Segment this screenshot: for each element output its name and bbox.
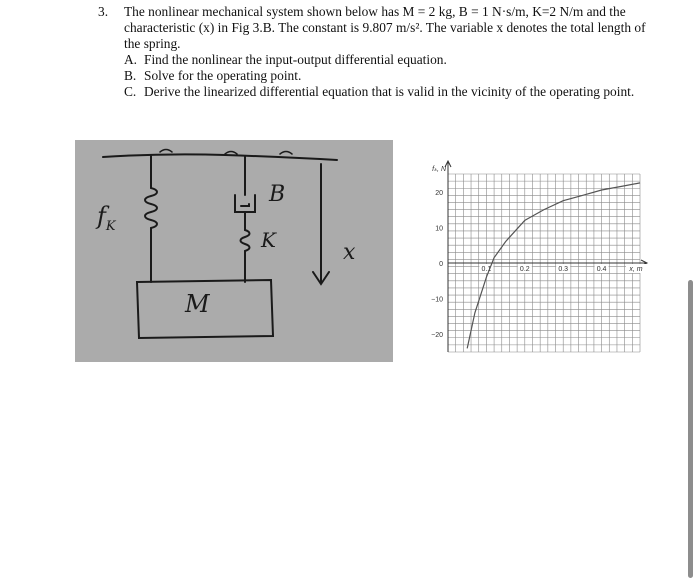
label-k: K bbox=[261, 228, 276, 252]
x-tick-label: 0.2 bbox=[519, 266, 530, 273]
part-a bbox=[124, 52, 658, 68]
y-tick-label: 10 bbox=[435, 225, 443, 233]
problem-statement bbox=[98, 4, 658, 100]
label-fk bbox=[97, 202, 116, 234]
part-a-label: A. bbox=[124, 52, 138, 67]
ceiling-line bbox=[103, 154, 337, 160]
chart-canvas bbox=[418, 160, 658, 360]
x-axis-label: x, m bbox=[629, 266, 643, 273]
y-tick-label: −10 bbox=[431, 296, 443, 304]
label-fk-main: f bbox=[97, 202, 106, 230]
x-tick-label: 0.1 bbox=[481, 266, 492, 273]
label-x: x bbox=[343, 240, 356, 265]
label-m: M bbox=[185, 290, 210, 318]
mechanical-system-sketch bbox=[75, 140, 393, 362]
x-tick-label: 0.3 bbox=[558, 266, 569, 273]
part-b bbox=[124, 68, 658, 84]
part-c-label: C. bbox=[124, 84, 137, 99]
part-c bbox=[124, 84, 658, 100]
label-fk-sub: K bbox=[105, 218, 116, 234]
question-number: 3. bbox=[98, 4, 109, 19]
y-tick-label: 20 bbox=[435, 189, 443, 197]
vertical-scrollbar[interactable] bbox=[688, 280, 693, 578]
question-intro bbox=[98, 4, 658, 52]
part-a-text: Find the nonlinear the input-output differential equation. bbox=[144, 52, 447, 67]
spring-fk bbox=[145, 156, 157, 282]
question-intro-text: The nonlinear mechanical system shown below has M = 2 kg, B = 1 N·s/m, K=2 N/m and the characteristic (x) in Fig 3.B. The constant is 9.807 m/s². The variable x denotes the total length of the spring. bbox=[124, 4, 646, 51]
part-b-label: B. bbox=[124, 68, 137, 83]
part-c-text: Derive the linearized differential equation that is valid in the vicinity of the operating point. bbox=[144, 84, 635, 99]
part-b-text: Solve for the operating point. bbox=[144, 68, 302, 83]
damper-b bbox=[235, 156, 255, 212]
y-tick-label: 0 bbox=[439, 261, 443, 268]
x-tick-label: 0.4 bbox=[596, 266, 607, 273]
x-arrow bbox=[313, 164, 329, 284]
y-axis-label: fₖ, N bbox=[432, 166, 446, 173]
spring-characteristic-graph bbox=[418, 160, 658, 360]
ceiling-hatch bbox=[160, 150, 292, 155]
spring-k bbox=[241, 212, 250, 282]
y-tick-label: −20 bbox=[431, 332, 443, 340]
label-b: B bbox=[269, 182, 286, 207]
